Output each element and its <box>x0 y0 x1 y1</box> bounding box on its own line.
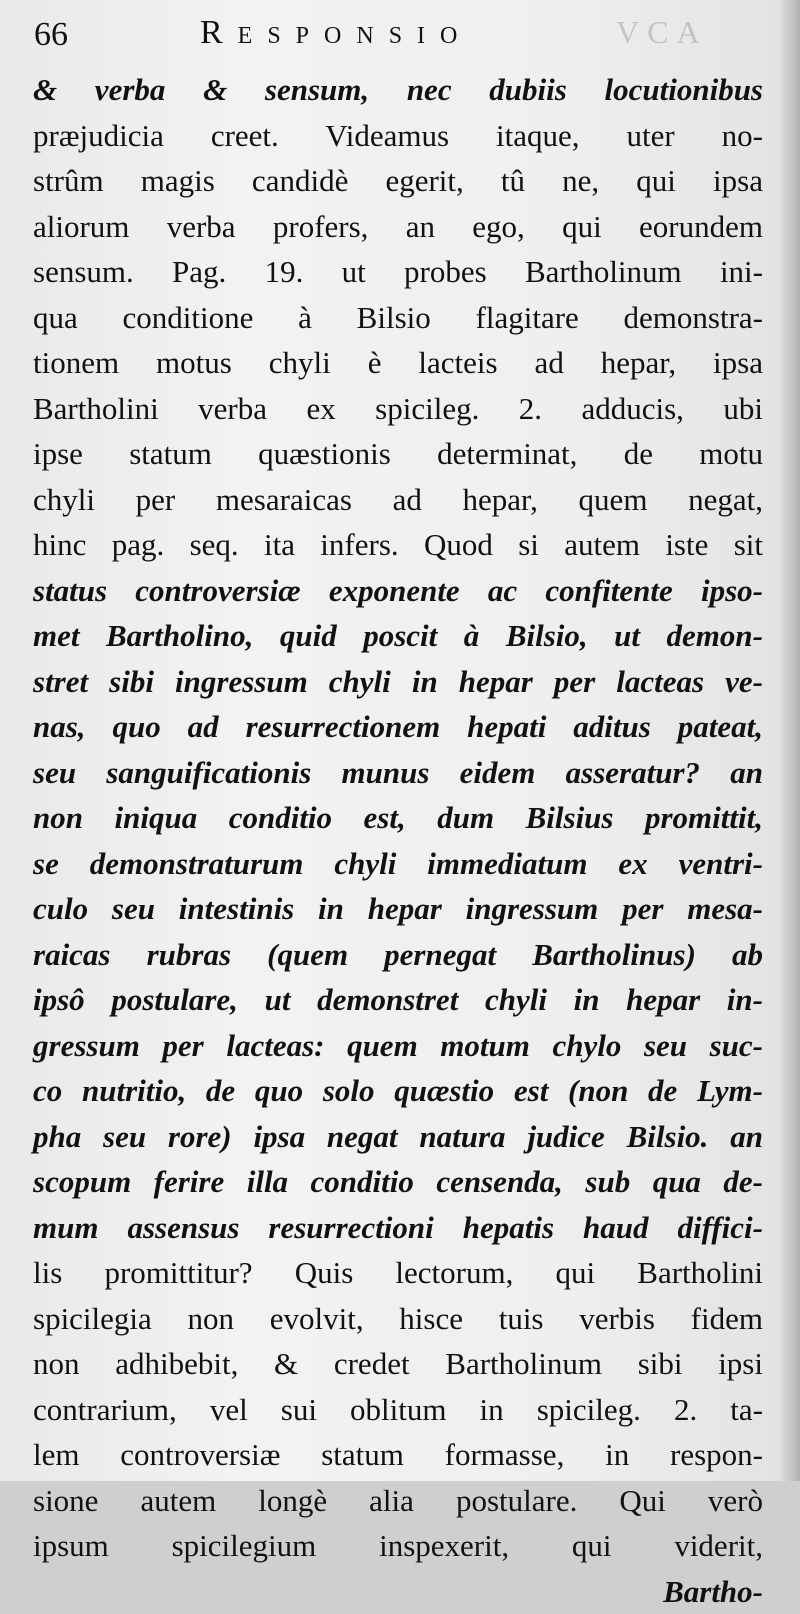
text-line: qua conditione à Bilsio flagitare demonstra- <box>33 295 763 341</box>
text-line: præjudicia creet. Videamus itaque, uter no- <box>33 113 763 159</box>
text-line: nas, quo ad resurrectionem hepati aditus pateat, <box>33 704 763 750</box>
bleed-through-letters: VCA <box>616 14 708 51</box>
text-line: sione autem longè alia postulare. Qui verò <box>33 1478 763 1524</box>
text-line: seu sanguificationis munus eidem asseratur? an <box>33 750 763 796</box>
text-line: non iniqua conditio est, dum Bilsius promittit, <box>33 795 763 841</box>
text-line: tionem motus chyli è lacteis ad hepar, ipsa <box>33 340 763 386</box>
text-line: co nutritio, de quo solo quæstio est (non de Lym- <box>33 1068 763 1114</box>
text-line: chyli per mesaraicas ad hepar, quem negat, <box>33 477 763 523</box>
text-line: se demonstraturum chyli immediatum ex ventri- <box>33 841 763 887</box>
running-head: Responsio <box>200 14 472 52</box>
text-line: scopum ferire illa conditio censenda, sub qua de- <box>33 1159 763 1205</box>
text-line: pha seu rore) ipsa negat natura judice Bilsio. an <box>33 1114 763 1160</box>
text-line: raicas rubras (quem pernegat Bartholinus) ab <box>33 932 763 978</box>
text-line: lis promittitur? Quis lectorum, qui Bartholini <box>33 1250 763 1296</box>
text-line: strûm magis candidè egerit, tû ne, qui ipsa <box>33 158 763 204</box>
text-line: contrarium, vel sui oblitum in spicileg. 2. ta- <box>33 1387 763 1433</box>
text-line: hinc pag. seq. ita infers. Quod si autem iste sit <box>33 522 763 568</box>
page-gutter-shadow <box>778 0 800 1481</box>
text-line: & verba & sensum, nec dubiis locutionibus <box>33 67 763 113</box>
text-line: stret sibi ingressum chyli in hepar per lacteas ve- <box>33 659 763 705</box>
text-line: status controversiæ exponente ac confitente ipso- <box>33 568 763 614</box>
text-line: met Bartholino, quid poscit à Bilsio, ut demon- <box>33 613 763 659</box>
page-header <box>34 14 764 64</box>
text-line: lem controversiæ statum formasse, in respon- <box>33 1432 763 1478</box>
text-line: aliorum verba profers, an ego, qui eorundem <box>33 204 763 250</box>
text-line: ipsum spicilegium inspexerit, qui viderit, <box>33 1523 763 1569</box>
text-line: gressum per lacteas: quem motum chylo seu suc- <box>33 1023 763 1069</box>
text-line: ipse statum quæstionis determinat, de motu <box>33 431 763 477</box>
text-line: sensum. Pag. 19. ut probes Bartholinum ini- <box>33 249 763 295</box>
text-line: non adhibebit, & credet Bartholinum sibi ipsi <box>33 1341 763 1387</box>
text-line: mum assensus resurrectioni hepatis haud diffici- <box>33 1205 763 1251</box>
text-line: Bartholini verba ex spicileg. 2. adducis, ubi <box>33 386 763 432</box>
text-line: culo seu intestinis in hepar ingressum per mesa- <box>33 886 763 932</box>
body-text <box>33 67 763 1614</box>
text-line: ipsô postulare, ut demonstret chyli in hepar in- <box>33 977 763 1023</box>
catchword: Bartho- <box>33 1569 763 1614</box>
text-line: spicilegia non evolvit, hisce tuis verbis fidem <box>33 1296 763 1342</box>
page-number: 66 <box>34 16 68 54</box>
